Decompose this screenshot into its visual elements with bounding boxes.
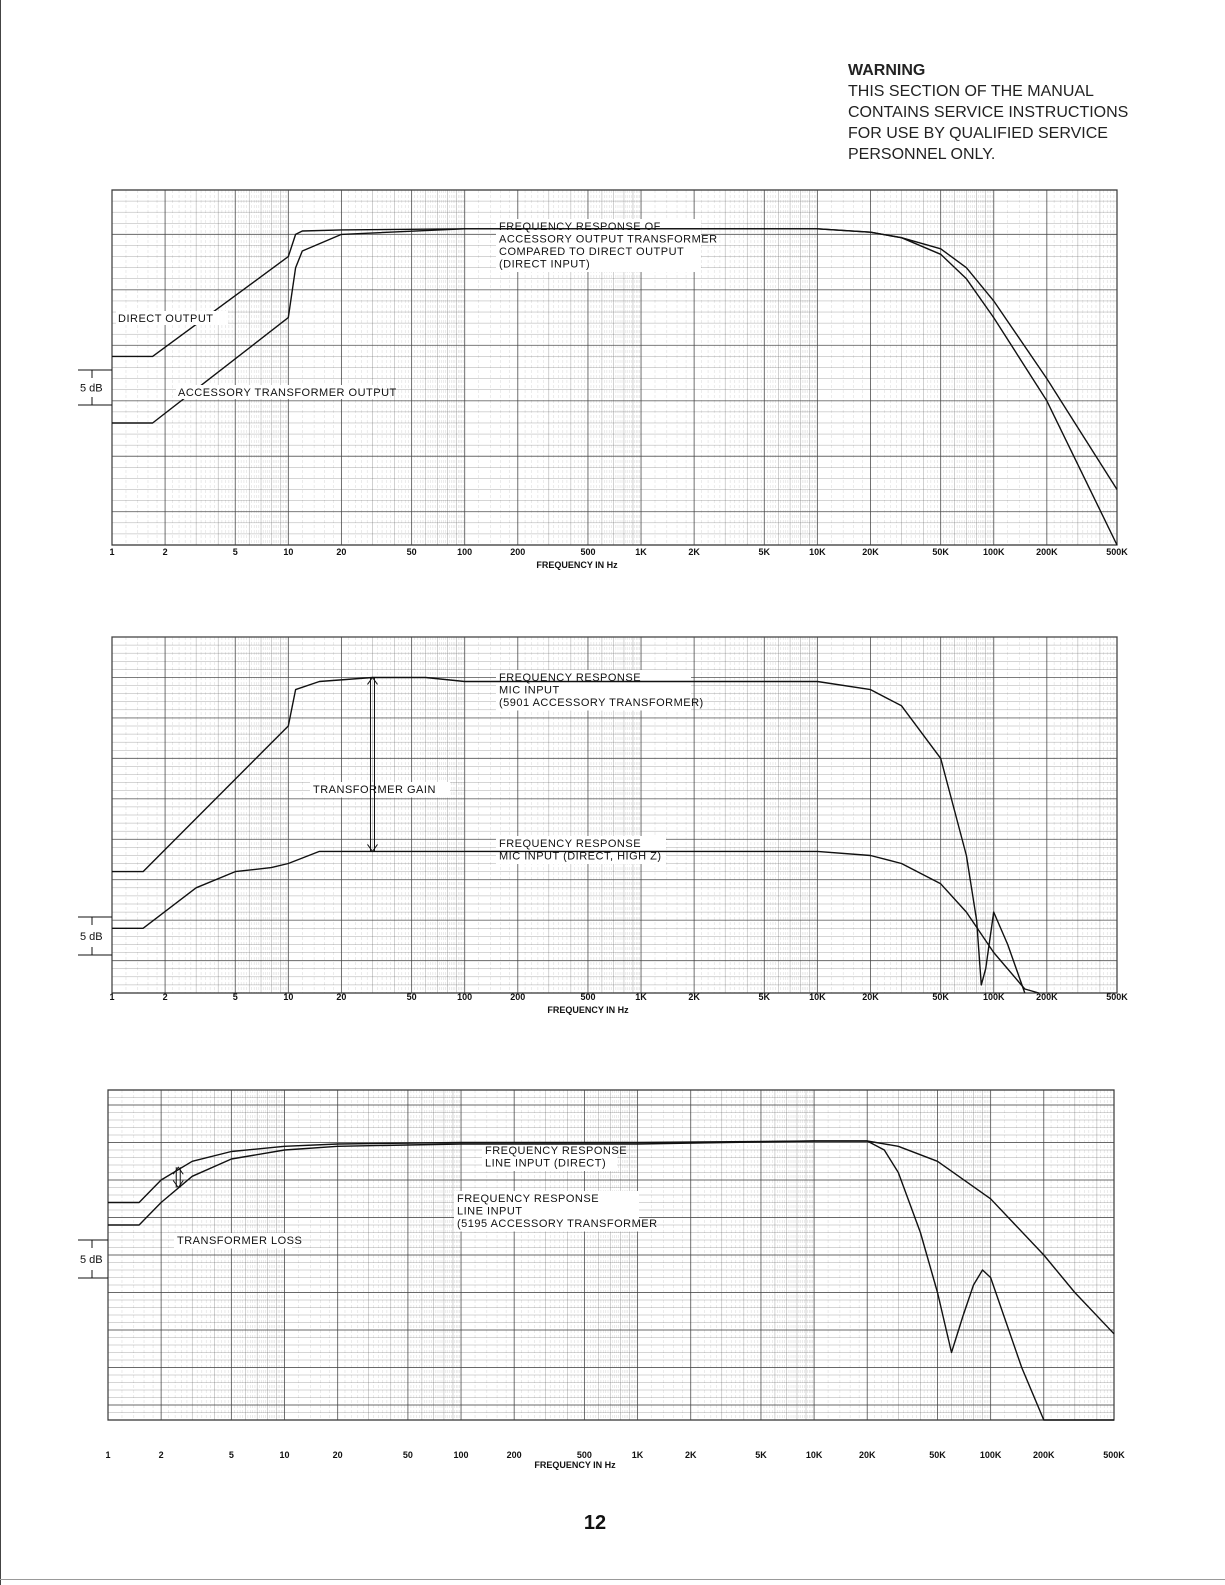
warning-notice [848,60,1188,165]
x-tick-label: 100 [457,992,473,1002]
x-tick-label: 10 [279,1450,290,1460]
x-tick-label: 1 [109,992,115,1002]
x-tick-label: 100K [982,547,1005,557]
x-tick-label: 50 [406,992,417,1002]
series-line [112,851,1039,993]
x-tick-label: 20 [332,1450,343,1460]
chart-mic-input [0,625,1225,1045]
warning-line: THIS SECTION OF THE MANUAL [848,83,1094,100]
annotation-text: MIC INPUT [499,684,560,697]
annotation [454,1191,658,1232]
x-tick-label: 500K [1103,1450,1125,1460]
x-tick-label: 200 [506,1450,522,1460]
warning-line: FOR USE BY QUALIFIED SERVICE [848,125,1108,142]
x-axis-label: FREQUENCY IN Hz [534,1460,616,1470]
x-tick-label: 200K [1032,1450,1055,1460]
annotation-text: (5195 ACCESSORY TRANSFORMER [457,1218,658,1230]
warning-title: WARNING [848,62,926,79]
x-tick-label: 50K [932,547,949,557]
x-tick-label: 500 [580,992,596,1002]
x-tick-label: 10K [809,547,826,557]
x-tick-label: 10 [283,547,294,557]
annotation-text: FREQUENCY RESPONSE [499,838,642,850]
x-tick-label: 200K [1036,547,1058,557]
series-line [112,678,1025,994]
annotation-text: TRANSFORMER GAIN [313,784,436,796]
scale-label: 5 dB [80,1254,103,1266]
scale-5db [78,1240,108,1278]
scale-5db [78,917,112,955]
x-tick-label: 100 [457,547,473,557]
series-label-text: DIRECT OUTPUT [118,313,214,325]
x-tick-label: 50 [402,1450,413,1460]
annotation-text: MIC INPUT (DIRECT, HIGH Z) [499,850,662,863]
annotation-text: (DIRECT INPUT) [499,258,591,271]
x-tick-label: 10 [283,992,294,1002]
annotation [482,1143,627,1171]
x-axis-label: FREQUENCY IN Hz [547,1005,629,1015]
x-axis-label: FREQUENCY IN Hz [536,560,618,570]
annotation-text: TRANSFORMER LOSS [177,1235,303,1247]
page-number: 12 [583,1512,607,1534]
annotation [174,1233,302,1249]
x-tick-label: 100 [453,1450,469,1460]
scale-5db [78,370,112,405]
x-tick-label: 5K [755,1450,767,1460]
x-tick-label: 50K [932,992,949,1002]
annotation-text: ACCESSORY OUTPUT TRANSFORMER [499,233,718,246]
x-tick-label: 20K [862,547,879,557]
x-tick-label: 50K [929,1450,946,1460]
annotation [496,670,704,711]
annotation-text: LINE INPUT [457,1205,523,1218]
x-tick-label: 20K [862,992,879,1002]
x-tick-label: 5K [758,547,771,557]
x-tick-label: 500 [576,1450,592,1460]
x-tick-label: 200 [510,992,526,1002]
x-tick-label: 1K [631,1450,644,1460]
annotation-text: FREQUENCY RESPONSE [485,1145,628,1157]
x-tick-label: 50 [406,547,417,557]
marker-arrowhead [173,1181,183,1188]
chart-line-input [0,1080,1225,1500]
annotation [496,836,666,864]
annotation-text: FREQUENCY RESPONSE OF [499,221,661,233]
x-tick-label: 20K [858,1450,876,1460]
series-label-text: ACCESSORY TRANSFORMER OUTPUT [178,387,397,399]
annotation-text: FREQUENCY RESPONSE [499,672,642,684]
x-tick-label: 100K [982,992,1005,1002]
x-tick-label: 5 [228,1450,234,1460]
x-tick-label: 2K [684,1450,697,1460]
x-tick-label: 5 [232,547,238,557]
x-tick-label: 500K [1106,992,1128,1002]
series-label [176,385,397,399]
x-tick-label: 2 [162,547,168,557]
scale-label: 5 dB [80,382,103,395]
x-tick-label: 1K [635,547,647,557]
series-label [116,311,228,325]
annotation [496,219,718,272]
annotation-text: FREQUENCY RESPONSE [457,1193,600,1205]
annotation-text: (5901 ACCESSORY TRANSFORMER) [499,697,704,709]
x-tick-label: 10K [805,1450,823,1460]
x-tick-label: 20 [336,992,347,1002]
x-tick-label: 2K [688,992,700,1002]
scale-label: 5 dB [80,931,103,943]
page-bottom-rule [0,1579,1225,1580]
x-tick-label: 500K [1106,547,1128,557]
x-tick-label: 5K [758,992,771,1002]
x-tick-label: 500 [580,547,596,557]
warning-line: CONTAINS SERVICE INSTRUCTIONS [848,104,1129,121]
warning-line: PERSONNEL ONLY. [848,146,996,163]
annotation [310,782,450,798]
x-tick-label: 2 [158,1450,164,1460]
x-tick-label: 1 [105,1450,111,1460]
x-tick-label: 1 [109,547,115,557]
annotation-text: LINE INPUT (DIRECT) [485,1157,607,1170]
x-tick-label: 2 [162,992,168,1002]
x-tick-label: 100K [979,1450,1002,1460]
x-tick-label: 20 [336,547,347,557]
annotation-text: COMPARED TO DIRECT OUTPUT [499,246,685,258]
chart-accessory-output-transformer [0,180,1225,600]
x-tick-label: 200 [510,547,526,557]
x-tick-label: 1K [635,992,647,1002]
x-tick-label: 200K [1036,992,1058,1002]
x-tick-label: 5 [232,992,238,1002]
x-tick-label: 2K [688,547,700,557]
x-tick-label: 10K [809,992,826,1002]
